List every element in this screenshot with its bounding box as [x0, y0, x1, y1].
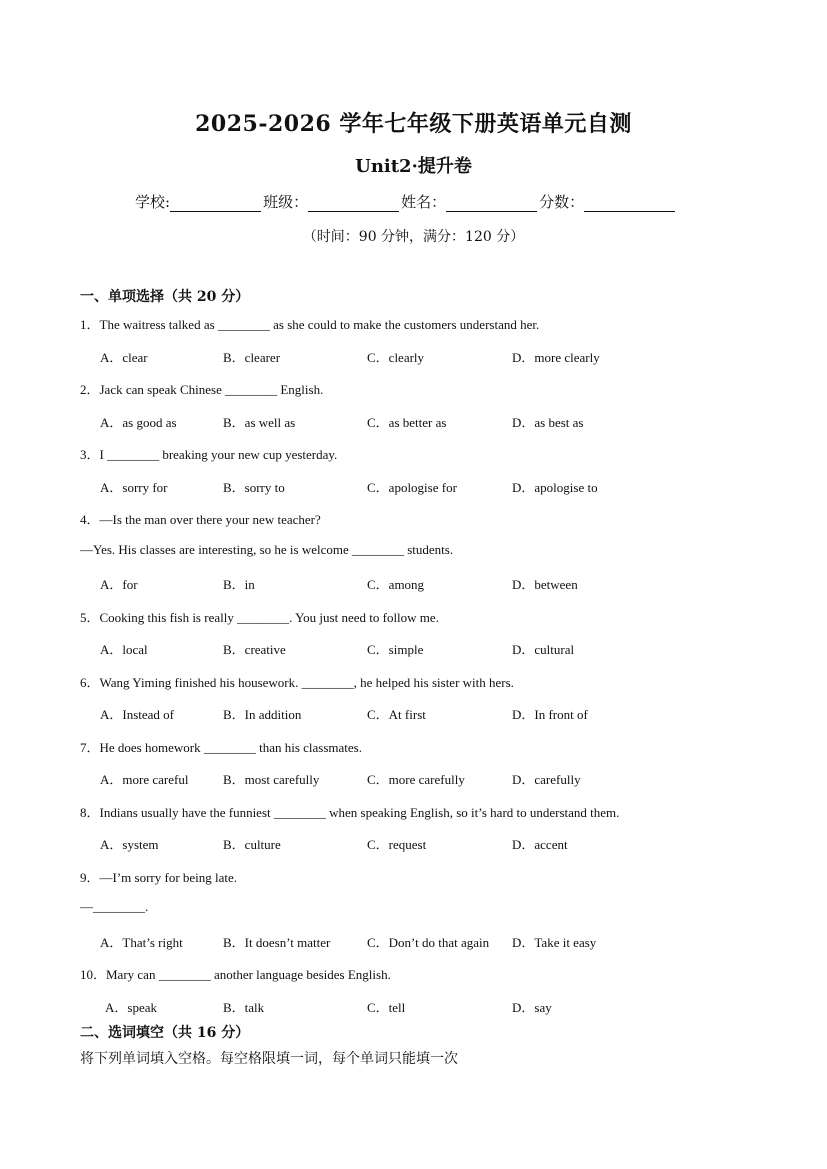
option-c: C．tell [367, 1000, 406, 1015]
class-label: 班级： [263, 193, 309, 211]
option-d: D．Take it easy [512, 935, 597, 950]
option-b: B．in [223, 577, 255, 592]
question-8-options [100, 834, 700, 852]
name-blank [446, 195, 537, 212]
option-c: C．clearly [367, 350, 425, 365]
option-d: D．between [512, 577, 578, 592]
option-b: B．sorry to [223, 480, 285, 495]
option-a: A．clear [100, 350, 148, 365]
page-title: 2025-2026 学年七年级下册英语单元自测 [195, 111, 632, 137]
option-d: D．apologise to [512, 480, 598, 495]
question-4-options [100, 574, 700, 592]
school-blank [170, 195, 261, 212]
page-subtitle: Unit2·提升卷 [355, 156, 472, 177]
section2-heading: 二、选词填空（共 16 分） [80, 1025, 250, 1041]
option-c: C．request [367, 837, 427, 852]
question-7-options [100, 769, 700, 787]
question-1-options [100, 347, 700, 365]
option-d: D．cultural [512, 642, 575, 657]
option-d: D．as best as [512, 415, 584, 430]
option-a: A．system [100, 837, 159, 852]
option-c: C．Don’t do that again [367, 935, 490, 950]
time-info: （时间：90 分钟，满分：120 分） [302, 229, 525, 245]
option-a: A．speak [105, 1000, 157, 1015]
question-8: 8．Indians usually have the funniest ________ when speaking English, so it’s hard to understand them. [80, 805, 620, 820]
option-c: C．At first [367, 707, 426, 722]
question-4-line-2: —Yes. His classes are interesting, so he is welcome ________ students. [80, 542, 454, 557]
name-label: 姓名： [401, 193, 447, 211]
option-b: B．most carefully [223, 772, 320, 787]
question-3: 3．I ________ breaking your new cup yesterday. [80, 447, 338, 462]
option-a: A．more careful [100, 772, 189, 787]
section2-instruction: 将下列单词填入空格。每空格限填一词，每个单词只能填一次 [80, 1051, 458, 1067]
option-b: B．clearer [223, 350, 281, 365]
student-info-line [135, 191, 677, 212]
option-b: B．creative [223, 642, 286, 657]
question-6-options [100, 704, 700, 722]
question-2-options [100, 412, 700, 430]
option-c: C．simple [367, 642, 424, 657]
school-label: 学校: [135, 193, 171, 211]
option-b: B．as well as [223, 415, 296, 430]
option-a: A．local [100, 642, 148, 657]
question-10-options [105, 997, 705, 1015]
question-6: 6．Wang Yiming finished his housework. ________, he helped his sister with hers. [80, 675, 514, 690]
option-b: B．It doesn’t matter [223, 935, 331, 950]
option-a: A．for [100, 577, 138, 592]
option-c: C．more carefully [367, 772, 465, 787]
question-9-line-2: —________. [80, 899, 149, 914]
question-1: 1．The waitress talked as ________ as she could to make the customers understand her. [80, 317, 540, 332]
option-d: D．say [512, 1000, 552, 1015]
question-10: 10．Mary can ________ another language besides English. [80, 967, 391, 982]
option-a: A．That’s right [100, 935, 183, 950]
option-d: D．In front of [512, 707, 588, 722]
question-7: 7．He does homework ________ than his classmates. [80, 740, 362, 755]
option-b: B．In addition [223, 707, 302, 722]
option-a: A．as good as [100, 415, 177, 430]
option-d: D．more clearly [512, 350, 600, 365]
option-c: C．apologise for [367, 480, 457, 495]
question-5: 5．Cooking this fish is really ________. You just need to follow me. [80, 610, 439, 625]
option-d: D．accent [512, 837, 568, 852]
question-5-options [100, 639, 700, 657]
option-a: A．Instead of [100, 707, 175, 722]
option-d: D．carefully [512, 772, 581, 787]
question-9-options [100, 932, 700, 950]
score-label: 分数： [539, 193, 585, 211]
section1-heading: 一、单项选择（共 20 分） [80, 289, 250, 305]
option-b: B．culture [223, 837, 281, 852]
question-9: 9．—I’m sorry for being late. [80, 870, 238, 885]
option-b: B．talk [223, 1000, 265, 1015]
option-c: C．as better as [367, 415, 447, 430]
class-blank [308, 195, 399, 212]
score-blank [584, 195, 675, 212]
option-c: C．among [367, 577, 425, 592]
question-4: 4．—Is the man over there your new teacher? [80, 512, 321, 527]
question-3-options [100, 477, 700, 495]
question-2: 2．Jack can speak Chinese ________ English. [80, 382, 324, 397]
option-a: A．sorry for [100, 480, 168, 495]
